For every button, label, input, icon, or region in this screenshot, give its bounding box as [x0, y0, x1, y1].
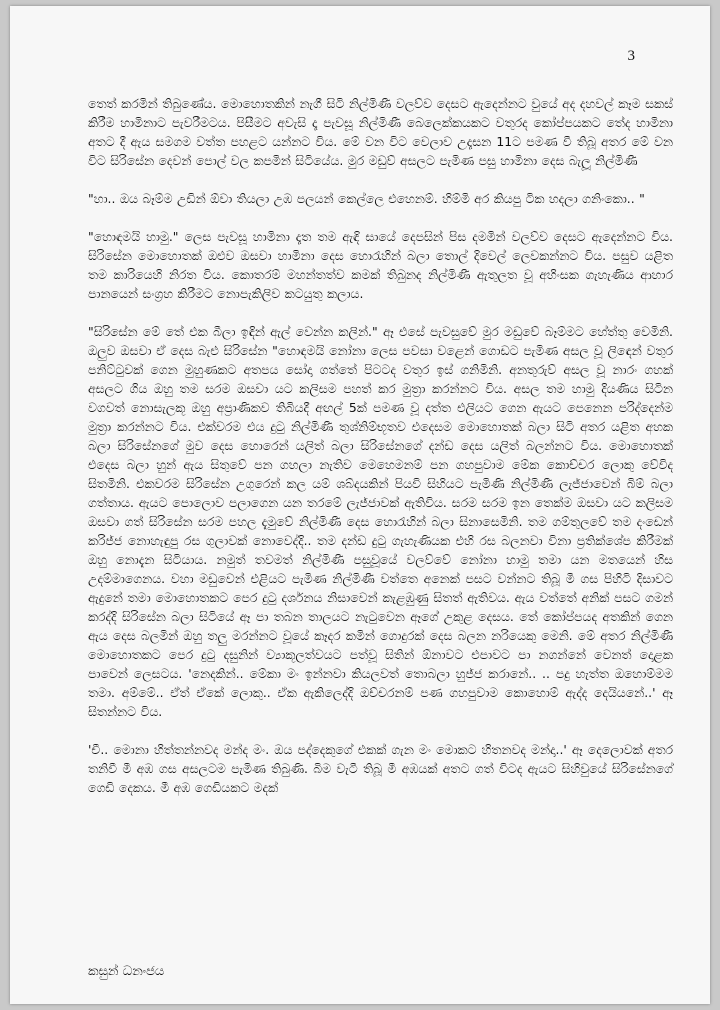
paragraph-4: "සිරිසේන මේ තේ එක බීලා ඉඳින් ඇල් වෙන්න කලින්." ඈ එසේ පැවසුවේ මුර මඩුවේ බෑම්මට හේත්තු වෙමිනි. ඔලුව ඔසවා ඒ දෙස බැළු සිරිසේන "හොඳමයි නෝනා ලෙස පවසා වළෙන් ගොඩට පැමිණ අසල වූ ලිඳෙන් වතුර පනිට්ටුවක් ගෙන මුහුණකට අතපය සෝදා ගත්තේ පිටටද වතුර ඉස් ගනිමිනි. අනතුරුව් අසල වූ නාරං ගහක් අසලට ගිය ඔහු තම සරම ඔසවා යට කලිසම පහත් කර මුත්‍රා කරන්නට විය. අසල තම හාමු දියණිය සිටින වගවත් නොසැලකූ ඔහු අප්‍රාණිකව තිබියදී අඟල් 5ක් පමණ වූ දත්ත එලියට ගෙන ඇයට පෙනෙන පරිද්දෙන්ම මුත්‍රා කරන්නට විය. එක්වරම එය දුටු නිල්මිණී තුශ්නිම්භූතව එදෙසම මොහොතක් බලා සිටි අතර යළිත අහක බලා සිරිසේනගේ මුව දෙස හොරෙන් යලිත් බලා සිරිසේනගේ දන්ඩ දෙස යලිත් බලන්නට විය. මොහොතක් එදෙස බලා හුන් ඇය සිතුවේ පන ගහලා නැතිව මෙහෙමනම් පන ගහපුවාම මේක කොච්චර ලොකු වේවිද සිතමිනි. එකවරම සිරිසේන උගුරෙන් කල යම් ශබ්දයකින් පියවි සිහියට පැමිණි නිල්මිණී ලැජ්ජාවෙන් බිම් බලා ගත්තාය. ඇයට පොලොව පලාගෙන යන තරමේ ලැජ්ජාවක් ඇතිවිය. සරම සරම ඉන තෙක්ම ඔසවා යට කලිසම ඔසවා ගත් සිරිසේන සරම පහල දැමුවේ නිල්මිණී දෙස හොරැහින් බලා සිනාසෙමිනි. තම ගම්තුලවේ තම දංඩෙන් කරිජ්ජ නොහැඳුපු රස ගුලාවක් නොවෙද්දි.. තම දන්ඩ දුටු ගැහැණියක එහි රස බලනවා විනා ප්‍රතික්ශේප කිරීමක් ඔහු නොදැන සිටියාය. නමුත් තවමත් නිල්මිණී පසුවූයේ වලව්වේ නෝනා හාමු තමා යන මතයෙන් හිස උදම්මාගෙනය. වහා මඩුවෙන් එළියට පැමිණ නිල්මිණී වත්තෙ අනෙක් පසට වන්නට තිබූ මී ගස පිහිටි දිසාවට ඇදුනේ තමා මොහොතකට පෙර දුටු දර්ශනය නිසාවෙන් කැළඹුණු සිතත් ඇතිවය. ඇය වත්තේ අනික් පසට ගමන් කරද්දි සිරිසේන බලා සිටියේ ඈ පා තබන තාලයට නැටුවෙන ඈගේ උකුළ දෙසය. තේ කෝප්පයද අතකින් ගෙන ඇය දෙස බලමින් ඔහු තලු මරන්නට වූයේ කෑදර කමින් ගොදුරක් දෙස බලන නරියෙකු මෙනි. මේ අතර නිල්මිණී මොහොතකට පෙර දුටු දසුනින් ව්‍යාකූලත්වයට පත්වූ සිතින් ඕනාවට එපාවට පා නගන්නේ වෙනත් දොළක පාවෙන් ලෙසටය. 'නෙදකින්.. මේකා මං ඉන්නවා කියලවත් තොබලා හුජ්ජ කරානේ.. .. පදු හැත්ත ඔහොම්මම තමා. අම්මේ.. ඒත් ඒකේ ලොකු.. ඒක ඇකිලෙද්දි ඔච්චරනම් පණ ගහපුවාම කොහොම් ඇද්ද දෙයියනේ..' ඈ සිතන්නට විය.: [88, 324, 673, 719]
paragraph-5: 'චී.. මොනා හිත්තන්නවද මන්ද මං. ඔය පද්දෙකුගේ එකක් ගැන මං මොකට හිතනවද මන්දා..' ඈ දෙලොවක් අතර තනිවී මී අඹ ගස අසලටම පැමිණ තිබුණි. බිම වැටී තිබූ මී අඹයක් අතට ගත් විටද ඇයට සිහිවුයේ සිරිසේනගේ ගෙඩි දෙකය. මී අඹ ගෙඩියකට මදක්: [88, 742, 673, 795]
paragraph-2: "හා.. ඔය බෑම්ම උඩින් ඕවා තියලා උඹ පලයන් කෙල්ලෙ එහෙනම්. හිම්මි අර කියපු ටික හදලා ගනිංකො.. ": [88, 191, 645, 206]
paragraph-3: "හොඳමයි හාමු." ලෙස පැවසූ හාමිනා දෑත තම ඇඳි සායේ දෙපසින් පිස දමමින් වලව්ව දෙසට ඇදෙන්නට විය. සිරිසේන මොහොතක් ඔළුව ඔසවා හාමිනා දෙස හොරැහින් බලා තොල් දිවෙල් ලෙවකන්නට විය. පසුව යළිත තම කාරියෙහි නිරත විය. කොතරම් මහන්තත්ව කමක් තිබුනද නිල්මිණී ඇතුලත වූ අහිංසක ගැහැණිය ආහාර පානයෙන් සංග්‍රහ කිරීමට නොපැකිලිව කටයුතු කලාය.: [88, 229, 673, 301]
author-name: කසුන් ධනංජය: [88, 964, 165, 979]
document-page: [10, 6, 710, 1004]
page-number: 3: [627, 48, 635, 64]
paragraph-1: තෙත් කරමින් තිබුණේය. මොහොතකින් නැගී සිටි නිල්මිණී වලව්ව දෙසට ඇදෙන්නට වුයේ අද දහවල් කෑම සකස් කිරීම හාමිනාට පැවරීමටය. පිසීමට අවැසි දෑ පැවසූ නිල්මිණී බෙලෙක්කයකට වතුරද කෝප්පයකට තේද හාමිනා අතට දී ඇය සමගම වත්ත පහළට යන්නට විය. මේ වන විට වෙලාව උදෑසන 11ට පමණ වී තිබූ අතර මේ වන විට සිරිසේන දෙවන් පොල් වල කපමින් සිටියේය. මුර මඩුව් අසලට පැමිණ පසු හාමිනා දෙස බැලූ නිල්මිණී: [88, 96, 673, 168]
story-body: [88, 94, 673, 816]
